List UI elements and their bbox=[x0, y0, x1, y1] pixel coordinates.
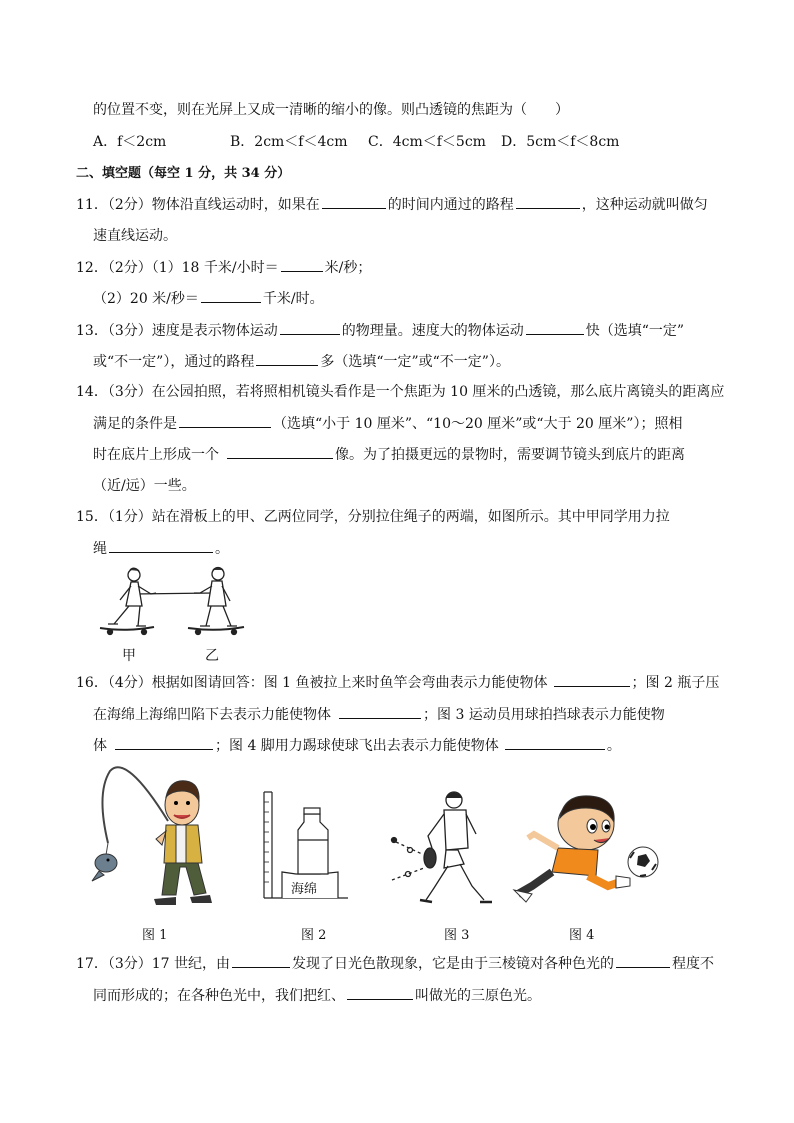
caption-figure-2: 图 2 bbox=[301, 928, 327, 943]
q10-option-d: D．5cm＜f＜8cm bbox=[501, 134, 620, 150]
label-jia: 甲 bbox=[122, 648, 136, 664]
section-heading: 二、填空题（每空 1 分，共 34 分） bbox=[76, 166, 291, 181]
caption-figure-3: 图 3 bbox=[444, 928, 470, 943]
answer-blank[interactable] bbox=[554, 672, 630, 687]
question-14: 14．（3分）在公园拍照，若将照相机镜头看作是一个焦距为 10 厘米的凸透镜，那么底片离镜头的距离应 bbox=[76, 384, 725, 400]
answer-blank[interactable] bbox=[179, 413, 271, 428]
answer-blank[interactable] bbox=[115, 735, 213, 750]
question-14-line2: 满足的条件是 （选填“小于 10 厘米”、“10～20 厘米”或“大于 20 厘米”）；照相 bbox=[93, 413, 682, 434]
q10-continuation bbox=[93, 100, 569, 120]
question-13-cont: 或“不一定”），通过的路程 多（选填“一定”或“不一定”）。 bbox=[93, 351, 510, 372]
answer-blank[interactable] bbox=[616, 953, 670, 968]
question-16-line2: 在海绵上海绵凹陷下去表示力能使物体 ；图 3 运动员用球拍挡球表示力能使物 bbox=[93, 704, 665, 725]
skateboard-rope-figure bbox=[96, 566, 256, 640]
q10-option-b: B．2cm＜f＜4cm bbox=[230, 134, 348, 150]
caption-figure-1: 图 1 bbox=[142, 928, 168, 943]
question-13: 13．（3分）速度是表示物体运动 的物理量。速度大的物体运动 快（选填“一定” bbox=[76, 320, 684, 341]
question-11-cont: 速直线运动。 bbox=[93, 228, 177, 244]
answer-blank[interactable] bbox=[339, 704, 421, 719]
question-12: 12．（2分）（1）18 千米/小时＝ 米/秒； bbox=[76, 257, 371, 278]
caption-figure-4: 图 4 bbox=[569, 928, 595, 943]
question-17: 17．（3分）17 世纪，由 发现了日光色散现象，它是由于三棱镜对各种色光的 程度不 bbox=[76, 953, 714, 974]
kicking-boy-figure bbox=[512, 790, 662, 912]
q10-option-a: A．f＜2cm bbox=[93, 134, 167, 150]
answer-blank[interactable] bbox=[516, 194, 580, 209]
fishing-boy-figure bbox=[86, 763, 216, 913]
question-14-line3: 时在底片上形成一个 像。为了拍摄更远的景物时，需要调节镜头到底片的距离 bbox=[93, 444, 685, 465]
answer-blank[interactable] bbox=[109, 538, 213, 553]
q10-option-c: C．4cm＜f＜5cm bbox=[368, 134, 486, 150]
q10-text: 的位置不变，则在光屏上又成一清晰的缩小的像。则凸透镜的焦距为（ ） bbox=[93, 102, 569, 118]
racket-player-figure bbox=[388, 788, 496, 912]
question-17-cont: 同而形成的；在各种色光中，我们把红、 叫做光的三原色光。 bbox=[93, 985, 541, 1006]
answer-blank[interactable] bbox=[347, 985, 413, 1000]
answer-blank[interactable] bbox=[232, 953, 290, 968]
question-14-line4: （近/远）一些。 bbox=[93, 478, 196, 494]
answer-blank[interactable] bbox=[280, 320, 340, 335]
answer-blank[interactable] bbox=[322, 194, 386, 209]
sponge-label: 海绵 bbox=[291, 882, 318, 897]
answer-blank[interactable] bbox=[505, 735, 605, 750]
question-12-part2: （2）20 米/秒＝ 千米/时。 bbox=[93, 288, 324, 309]
answer-blank[interactable] bbox=[526, 320, 584, 335]
answer-blank[interactable] bbox=[256, 351, 318, 366]
answer-blank[interactable] bbox=[227, 444, 333, 459]
label-yi: 乙 bbox=[205, 648, 219, 664]
question-11: 11．（2分）物体沿直线运动时，如果在 的时间内通过的路程 ，这种运动就叫做匀 bbox=[76, 194, 708, 215]
question-16: 16．（4分）根据如图请回答：图 1 鱼被拉上来时鱼竿会弯曲表示力能使物体 ；图 2 瓶子压 bbox=[76, 672, 719, 693]
answer-blank[interactable] bbox=[281, 257, 323, 272]
question-15: 15．（1分）站在滑板上的甲、乙两位同学，分别拉住绳子的两端，如图所示。其中甲同学用力拉 bbox=[76, 509, 670, 525]
answer-blank[interactable] bbox=[201, 288, 261, 303]
question-16-line3: 体 ；图 4 脚用力踢球使球飞出去表示力能使物体 。 bbox=[93, 735, 621, 756]
question-15-cont: 绳 。 bbox=[93, 538, 229, 559]
